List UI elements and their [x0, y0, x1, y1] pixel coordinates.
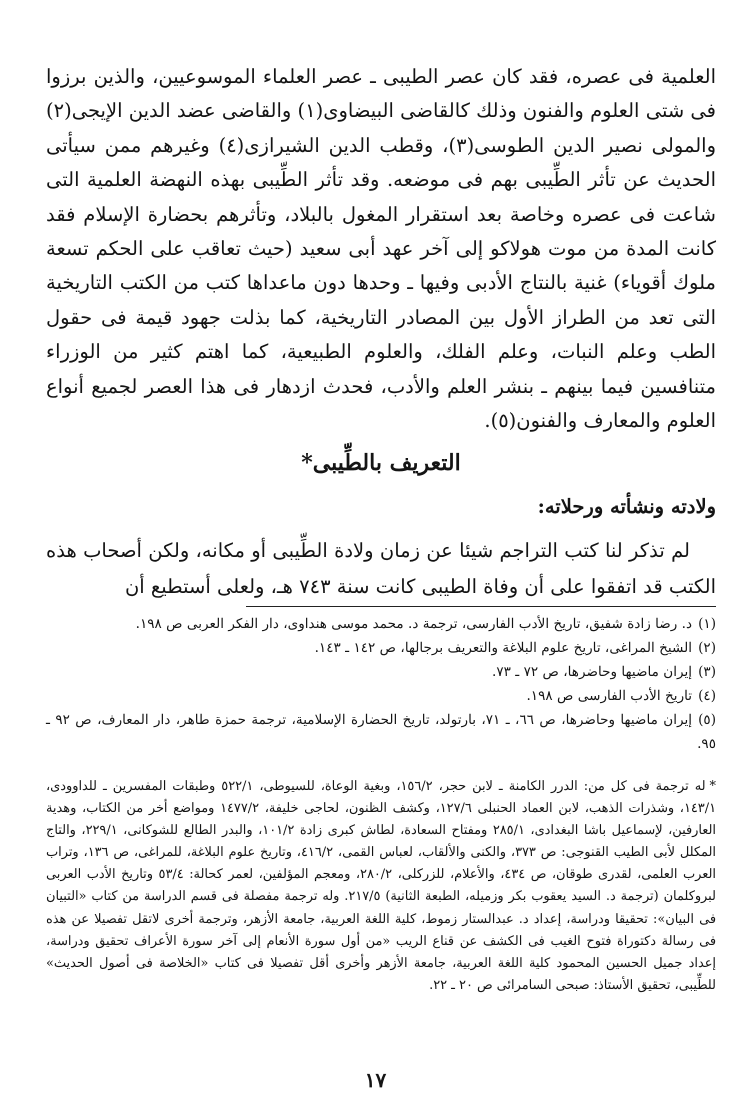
footnote-separator — [246, 606, 716, 607]
section-title: التعريف بالطِّيبى* — [301, 450, 461, 476]
footnote-2 — [46, 636, 716, 660]
footnote-text: الشيخ المراغى، تاريخ علوم البلاغة والتعريف برجالها، ص ١٤٢ ـ ١٤٣. — [314, 640, 693, 656]
subheading: ولادته ونشأته ورحلاته: — [537, 495, 716, 518]
footnote-number: (٢) — [698, 640, 716, 656]
footnote-4 — [46, 684, 716, 708]
biography-note-text: له ترجمة فى كل من: الدرر الكامنة ـ لابن حجر، ١٥٦/٢، وبغية الوعاة، للسيوطى، ٥٢٢/١ وطبقات المفسرين ـ للداوودى، ١٤٣/١، وشذرات الذهب، لابن العماد الحنبلى ١٢٧/٦، وكشف الظنون، لحاجى خليفة، ١٤٧٧/٢ ومواضع أخر من الكتاب، وهدية العارفين، لإسماعيل باشا البغدادى، ٢٨٥/١ ومفتاح السعادة، لطاش كبرى زادة ١٠١/٢، والبدر الطالع للشوكانى، ٢٢٩/١، والتاج المكلل لأبى الطيب القنوجى: ص ٣٧٣، والكنى والألقاب، لعباس القمى، ٤١٦/٢، وتاريخ علوم البلاغة، للمراغى، ص ١٣٦، وتراب العرب العلمى، لقدرى طوقان، ص ٤٣٤، والأعلام، للزركلى، ٢٨٠/٢، ومعجم المؤلفين، لعمر كحالة: ٥٣/٤ وتاريخ الأدب العربى لبروكلمان (ترجمة د. السيد يعقوب بكر وزميله، الطبعة الثانية) ٢١٧/٥. وله ترجمة مفصلة فى قسم الدراسة من كتاب «التبيان فى البيان»: تحقيقا ودراسة، إعداد د. عبدالستار زموط، كلية اللغة العربية، جامعة الأزهر، وترجمة أخرى لاتقل تفصيلا عن هذه فى رسالة دكتوراة فتوح الغيب فى الكشف عن قناع الريب «من أول سورة الأنعام إلى آخر سورة الأعراف تحقيق ودراسة، إعداد جميل الحسين المحمود كلية اللغة العربية، جامعة الأزهر وأخرى أقل تفصيلا فى كتاب «الخلاصة فى أصول الحديث» للطِّيبى، تحقيق الأستاذ: صبحى السامرائى ص ٢٠ ـ ٢٢. — [46, 779, 717, 993]
footnote-text: إيران ماضيها وحاضرها، ص ٧٢ ـ ٧٣. — [492, 664, 693, 680]
footnote-5 — [46, 708, 716, 756]
footnotes — [46, 612, 716, 756]
intro-paragraph: لم تذكر لنا كتب التراجم شيئا عن زمان ولادة الطِّيبى أو مكانه، ولكن أصحاب هذه الكتب قد اتفقوا على أن وفاة الطيبى كانت سنة ٧٤٣ هـ، ولعلى أستطيع أن — [46, 539, 716, 598]
footnote-number: (٥) — [698, 712, 717, 728]
footnote-number: (٤) — [698, 688, 716, 704]
footnote-3 — [46, 660, 716, 684]
footnote-number: (١) — [698, 616, 716, 632]
page-number: ١٧ — [364, 1068, 387, 1092]
footnote-text: إيران ماضيها وحاضرها، ص ٦٦، ـ ٧١، بارتولد، تاريخ الحضارة الإسلامية، ترجمة حمزة طاهر، دار المعارف، ص ٩٢ ـ ٩٥. — [46, 712, 716, 752]
main-text-block — [46, 60, 716, 438]
body-paragraph: العلمية فى عصره، فقد كان عصر الطيبى ـ عصر العلماء الموسوعيين، والذين برزوا فى شتى العلوم والفنون وذلك كالقاضى البيضاوى(١) والقاضى عضد الدين الإيجى(٢) والمولى نصير الدين الطوسى(٣)، وقطب الدين الشيرازى(٤) وغيرهم ممن سيأتى الحديث عن تأثر الطِّيبى بهم فى موضعه. وقد تأثر الطِّيبى بهذه النهضة العلمية التى شاعت فى عصره وخاصة بعد استقرار المغول بالبلاد، وتأثرهم بحضارة الإسلام فقد كانت المدة من موت هولاكو إلى آخر عهد أبى سعيد (حيث تعاقب على الحكم تسعة ملوك أقوياء) غنية بالنتاج الأدبى وفيها ـ وحدها دون ماعداها كتب من الكتب التاريخية التى تعد من الطراز الأول بين المصادر التاريخية، كما بذلت جهود قيمة فى حقول الطب وعلم النبات، وعلم الفلك، والعلوم الطبيعية، كما اهتم كثير من الوزراء متنافسين فيما بينهم ـ بنشر العلم والأدب، فحدث ازدهار فى هذا العصر لجميع أنواع العلوم والمعارف والفنون(٥). — [46, 65, 716, 433]
footnote-text: تاريخ الأدب الفارسى ص ١٩٨. — [526, 688, 693, 704]
footnote-number: (٣) — [698, 664, 716, 680]
biography-note — [46, 776, 716, 997]
footnote-1 — [46, 612, 716, 636]
footnote-text: د. رضا زادة شفيق، تاريخ الأدب الفارسى، ترجمة د. محمد موسى هنداوى، دار الفكر العربى ص ١٩٨. — [135, 616, 693, 632]
asterisk-marker: * — [709, 779, 716, 794]
